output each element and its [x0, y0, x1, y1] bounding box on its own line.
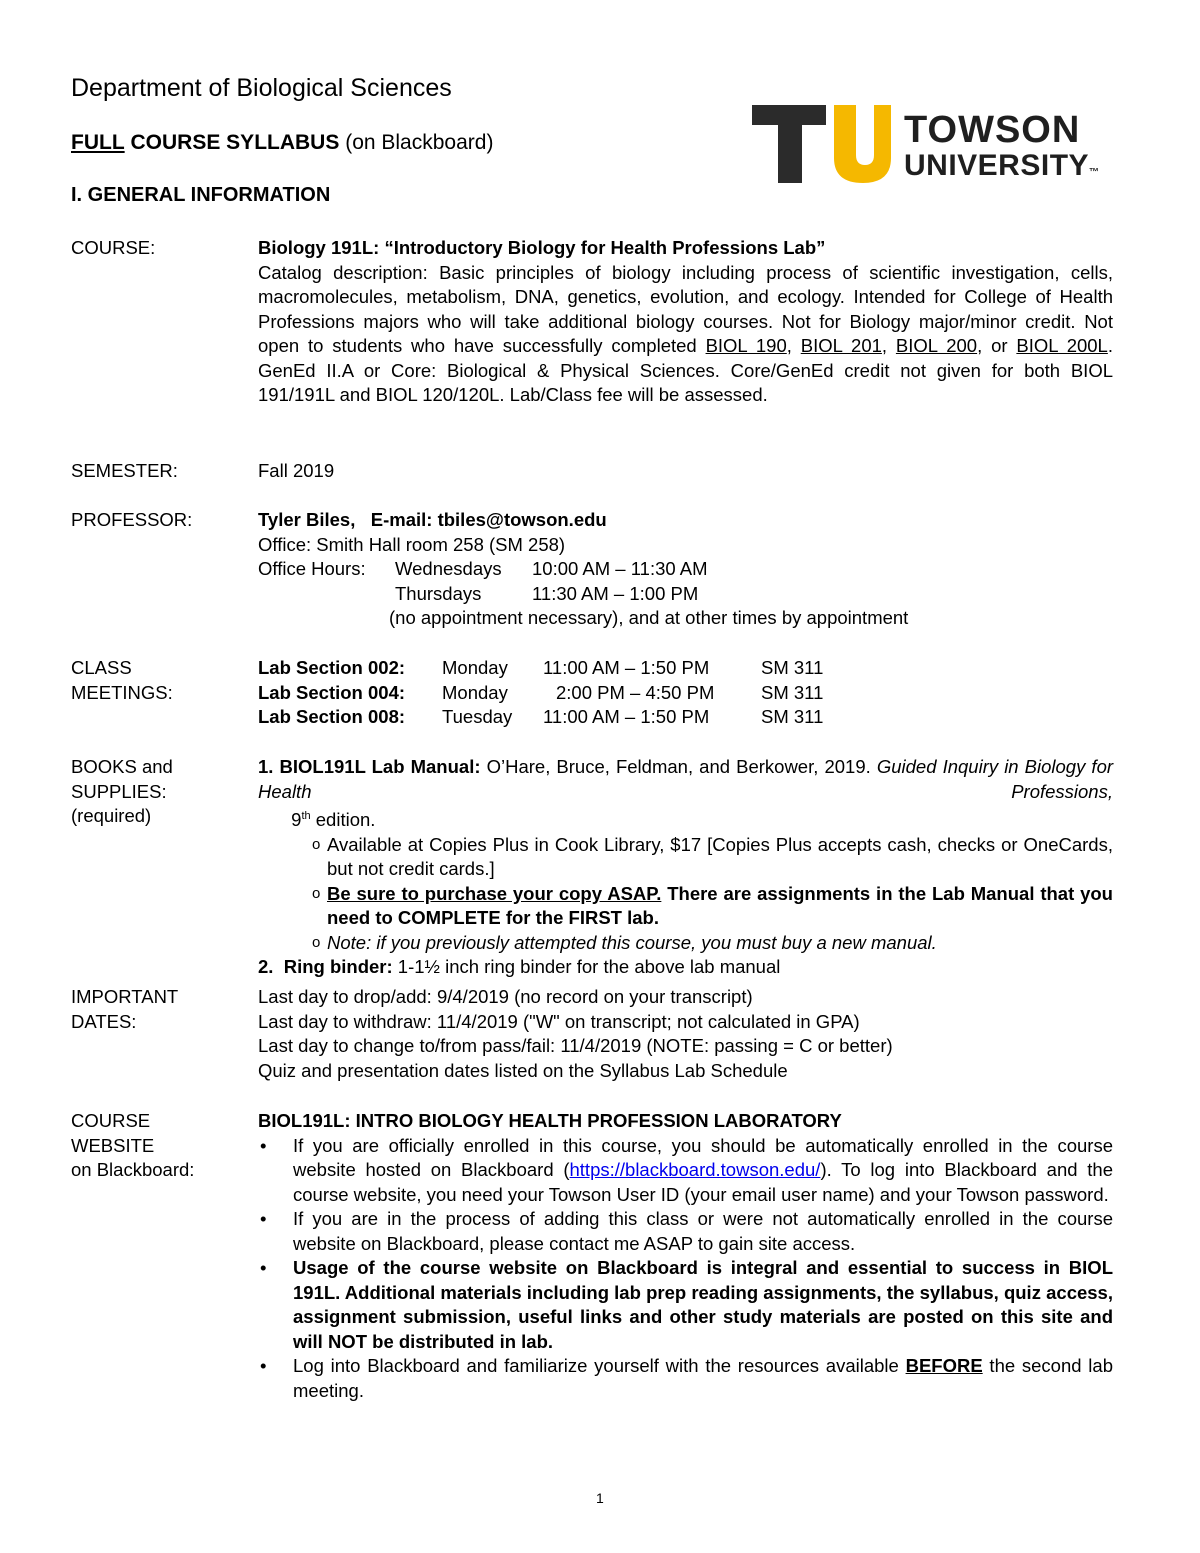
- course-info: [258, 236, 1113, 408]
- office-hours: [258, 557, 1113, 606]
- dates-list: [258, 985, 1113, 1083]
- syllabus-title: [71, 131, 493, 155]
- biol190-link[interactable]: BIOL 190: [705, 335, 787, 356]
- professor-email: E-mail: tbiles@towson.edu: [370, 509, 607, 530]
- date-line: Last day to withdraw: 11/4/2019 ("W" on transcript; not calculated in GPA): [258, 1010, 860, 1032]
- section-heading: I. GENERAL INFORMATION: [71, 184, 331, 206]
- blackboard-link[interactable]: https://blackboard.towson.edu/: [569, 1159, 821, 1180]
- office-hours-note: (no appointment necessary), and at other times by appointment: [389, 607, 909, 628]
- syllabus-word: COURSE SYLLABUS: [130, 131, 340, 154]
- office-hours-day: Wednesdays: [395, 558, 502, 579]
- meeting-room: SM 311: [761, 706, 824, 727]
- date-line: Quiz and presentation dates listed on the Syllabus Lab Schedule: [258, 1059, 788, 1081]
- lab-manual-line: 1. BIOL191L Lab Manual: O’Hare, Bruce, Feldman, and Berkower, 2019. Guided Inquiry in Biology for Health Professions,: [258, 756, 1114, 802]
- website-bullet: • If you are in the process of adding this class or were not automatically enrolled in the course website on Blackboard, please contact me ASAP to gain site access.: [258, 1207, 1113, 1256]
- page-number: 1: [596, 1490, 604, 1506]
- towson-tu-logo-icon: [752, 103, 892, 185]
- website-heading: BIOL191L: INTRO BIOLOGY HEALTH PROFESSION LABORATORY: [258, 1110, 842, 1131]
- professor-name-line: [258, 508, 1113, 533]
- logo-word-towson: TOWSON: [904, 109, 1081, 151]
- bullet-icon: •: [260, 1257, 267, 1278]
- meeting-section: Lab Section 008:: [258, 706, 406, 727]
- website-bullet: • If you are officially enrolled in this course, you should be automatically enrolled in the course website hosted on Blackboard (https://blackboard.towson.edu/). To log into Blackboard and the course website, you need your Towson User ID (your email user name) and your Towson password.: [258, 1134, 1113, 1208]
- meeting-time: 11:00 AM – 1:50 PM: [543, 706, 710, 727]
- biol200l-link[interactable]: BIOL 200L: [1016, 335, 1108, 356]
- office-hours-label: Office Hours:: [258, 558, 366, 579]
- date-line: Last day to change to/from pass/fail: 11/4/2019 (NOTE: passing = C or better): [258, 1035, 893, 1056]
- meeting-day: Tuesday: [442, 706, 513, 727]
- books-label: BOOKS and SUPPLIES: (required): [71, 756, 173, 826]
- meeting-section: Lab Section 002:: [258, 657, 406, 678]
- bullet-icon: •: [260, 1134, 267, 1156]
- meeting-time: 2:00 PM – 4:50 PM: [556, 681, 715, 703]
- bullet-icon: •: [260, 1208, 267, 1229]
- department-title: Department of Biological Sciences: [71, 74, 452, 102]
- office-hours-day: Thursdays: [395, 582, 482, 604]
- meetings-table: [258, 656, 1113, 730]
- bullet-icon: •: [260, 1355, 267, 1376]
- professor-name: Tyler Biles,: [258, 509, 356, 530]
- lab-manual-availability: o Available at Copies Plus in Cook Library, $17 [Copies Plus accepts cash, checks or OneCards, but not credit cards.]: [312, 833, 1113, 880]
- books-list: [258, 755, 1113, 980]
- meeting-day: Monday: [442, 657, 508, 678]
- trademark-symbol: ™: [1089, 167, 1100, 178]
- lab-manual-purchase-note: o Be sure to purchase your copy ASAP. There are assignments in the Lab Manual that you need to COMPLETE for the FIRST lab.: [312, 882, 1113, 929]
- professor-label: PROFESSOR:: [71, 509, 193, 530]
- semester-label: SEMESTER:: [71, 460, 178, 481]
- full-word: FULL: [71, 131, 125, 154]
- website-info: [258, 1109, 1113, 1403]
- meeting-room: SM 311: [761, 681, 824, 703]
- dates-label: IMPORTANT DATES:: [71, 986, 179, 1032]
- meeting-section: Lab Section 004:: [258, 681, 406, 703]
- date-line: Last day to drop/add: 9/4/2019 (no record on your transcript): [258, 986, 753, 1007]
- course-title: Biology 191L: “Introductory Biology for Health Professions Lab”: [258, 237, 826, 258]
- professor-info: [258, 508, 1113, 631]
- meeting-time: 11:00 AM – 1:50 PM: [543, 657, 710, 678]
- office-hours-time: 10:00 AM – 11:30 AM: [532, 558, 708, 579]
- lab-manual-edition: 9th edition.: [291, 809, 376, 831]
- lab-manual-repeat-note: o Note: if you previously attempted this course, you must buy a new manual.: [312, 931, 937, 953]
- biol201-link[interactable]: BIOL 201: [800, 335, 882, 356]
- professor-office: Office: Smith Hall room 258 (SM 258): [258, 533, 566, 555]
- towson-logo: [752, 103, 1102, 185]
- ring-binder-line: 2. Ring binder: 1-1½ inch ring binder for the above lab manual: [258, 956, 781, 978]
- meetings-label: CLASS MEETINGS:: [71, 657, 173, 703]
- catalog-description: Catalog description: Basic principles of biology including process of scientific investigation, cells, macromolecules, metabolism, DNA, genetics, evolution, and ecology. Intended for College of Health Professions majors who will take additional biology courses. Not for Biology major/minor credit. Not open to students who have successfully completed BIOL 190, BIOL 201, BIOL 200, or BIOL 200L. GenEd II.A or Core: Biological & Physical Sciences. Core/GenEd credit not given for both BIOL 191/191L and BIOL 120/120L. Lab/Class fee will be assessed.: [258, 261, 1113, 405]
- website-bullet: • Usage of the course website on Blackboard is integral and essential to success in BIOL 191L. Additional materials including lab prep reading assignments, the syllabus, quiz access, assignment submission, useful links and other study materials are posted on this site and will NOT be distributed in lab.: [258, 1256, 1113, 1354]
- biol200-link[interactable]: BIOL 200: [895, 335, 978, 356]
- meeting-day: Monday: [442, 681, 508, 703]
- website-label: COURSE WEBSITE on Blackboard:: [71, 1110, 195, 1180]
- logo-word-university: UNIVERSITY™: [904, 149, 1100, 182]
- course-label: COURSE:: [71, 237, 156, 258]
- lab-manual-title: BIOL191L Lab Manual:: [279, 756, 481, 777]
- on-blackboard-note: (on Blackboard): [345, 131, 494, 154]
- ring-binder-title: Ring binder:: [283, 956, 393, 978]
- meeting-room: SM 311: [761, 657, 824, 678]
- office-hours-time: 11:30 AM – 1:00 PM: [532, 582, 699, 604]
- website-bullet: • Log into Blackboard and familiarize yourself with the resources available BEFORE the second lab meeting.: [258, 1354, 1113, 1403]
- semester-value: Fall 2019: [258, 460, 335, 481]
